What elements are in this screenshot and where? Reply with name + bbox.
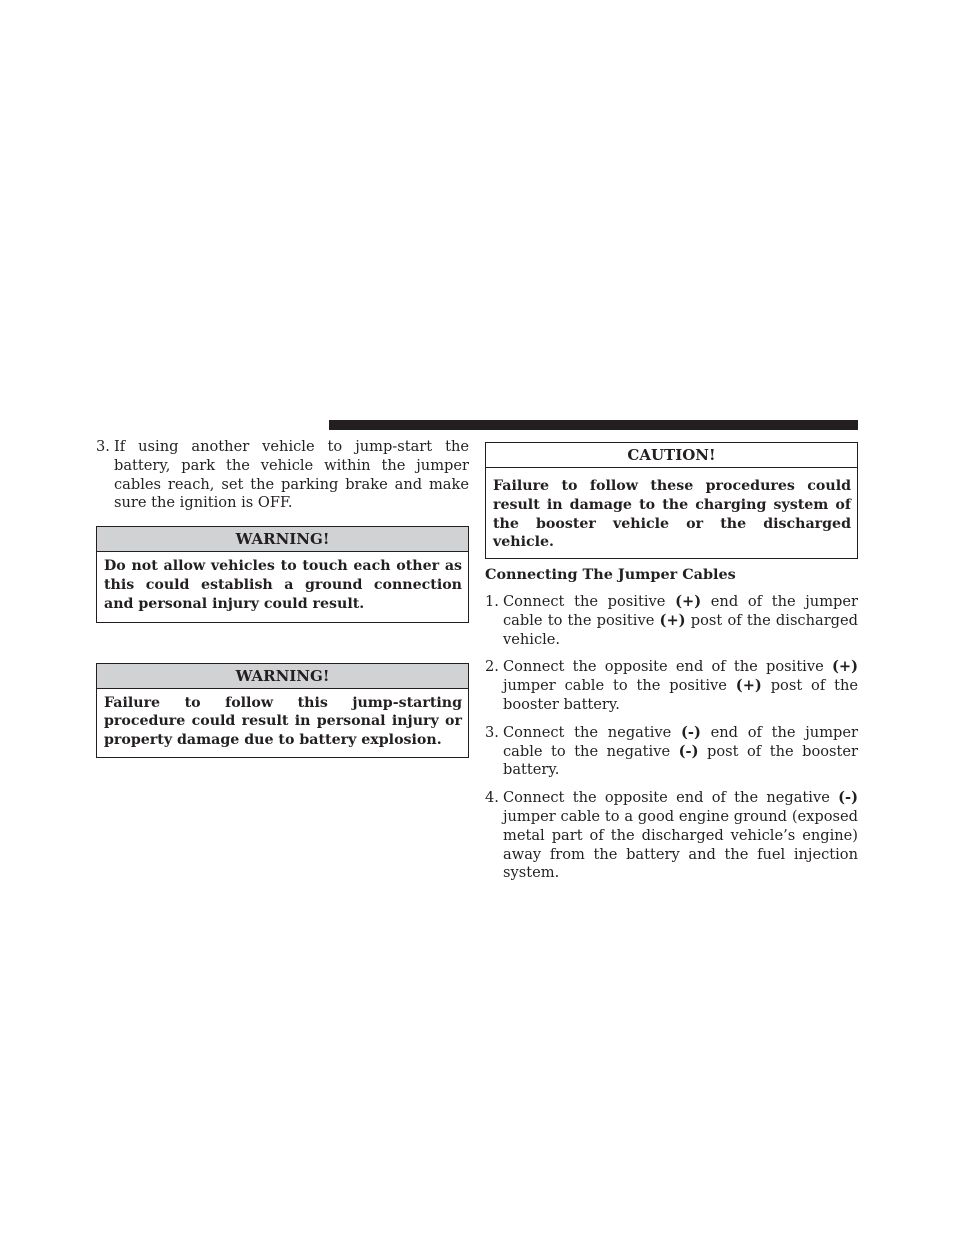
caution-title: CAUTION!: [486, 443, 857, 468]
warning-box-1: [96, 526, 469, 622]
steps-list: [485, 593, 858, 883]
step-number: 3.: [485, 723, 499, 741]
section-title: Connecting The Jumper Cables: [485, 566, 736, 584]
caution-text: Failure to follow these procedures could result in damage to the charging system of the booster vehicle or the discharged vehicle.: [493, 478, 851, 551]
warning-title: WARNING!: [97, 664, 468, 689]
warning-text: Failure to follow this jump-starting procedure could result in personal injury or property damage due to battery explosion.: [104, 694, 462, 749]
section-header-bar: [329, 420, 858, 430]
step-number: 4.: [485, 789, 499, 807]
warning-title: WARNING!: [97, 527, 468, 552]
list-item: 1. Connect the positive (+) end of the jumper cable to the positive (+) post of the discharged vehicle.: [485, 592, 858, 648]
warning-box-2: [96, 663, 469, 758]
list-item: 2. Connect the opposite end of the positive (+) jumper cable to the positive (+) post of the booster battery.: [485, 658, 858, 713]
step-3-paragraph: [96, 438, 469, 513]
list-item: 4. Connect the opposite end of the negative (-) jumper cable to a good engine ground (exposed metal part of the discharged vehicle’s engine) away from the battery and the fuel injection system.: [485, 789, 858, 882]
step-number: 1.: [485, 592, 499, 610]
step-number: 2.: [485, 658, 499, 676]
caution-box: [485, 442, 858, 559]
step-number: 3.: [96, 438, 110, 455]
step-text: If using another vehicle to jump-start the battery, park the vehicle within the jumper cables reach, set the parking brake and make sure the ignition is OFF.: [114, 438, 469, 512]
right-column: [485, 442, 858, 892]
left-column: [96, 438, 469, 758]
warning-text: Do not allow vehicles to touch each other as this could establish a ground connection and personal injury could result.: [104, 558, 462, 612]
list-item: 3. Connect the negative (-) end of the jumper cable to the negative (-) post of the booster battery.: [485, 723, 858, 779]
